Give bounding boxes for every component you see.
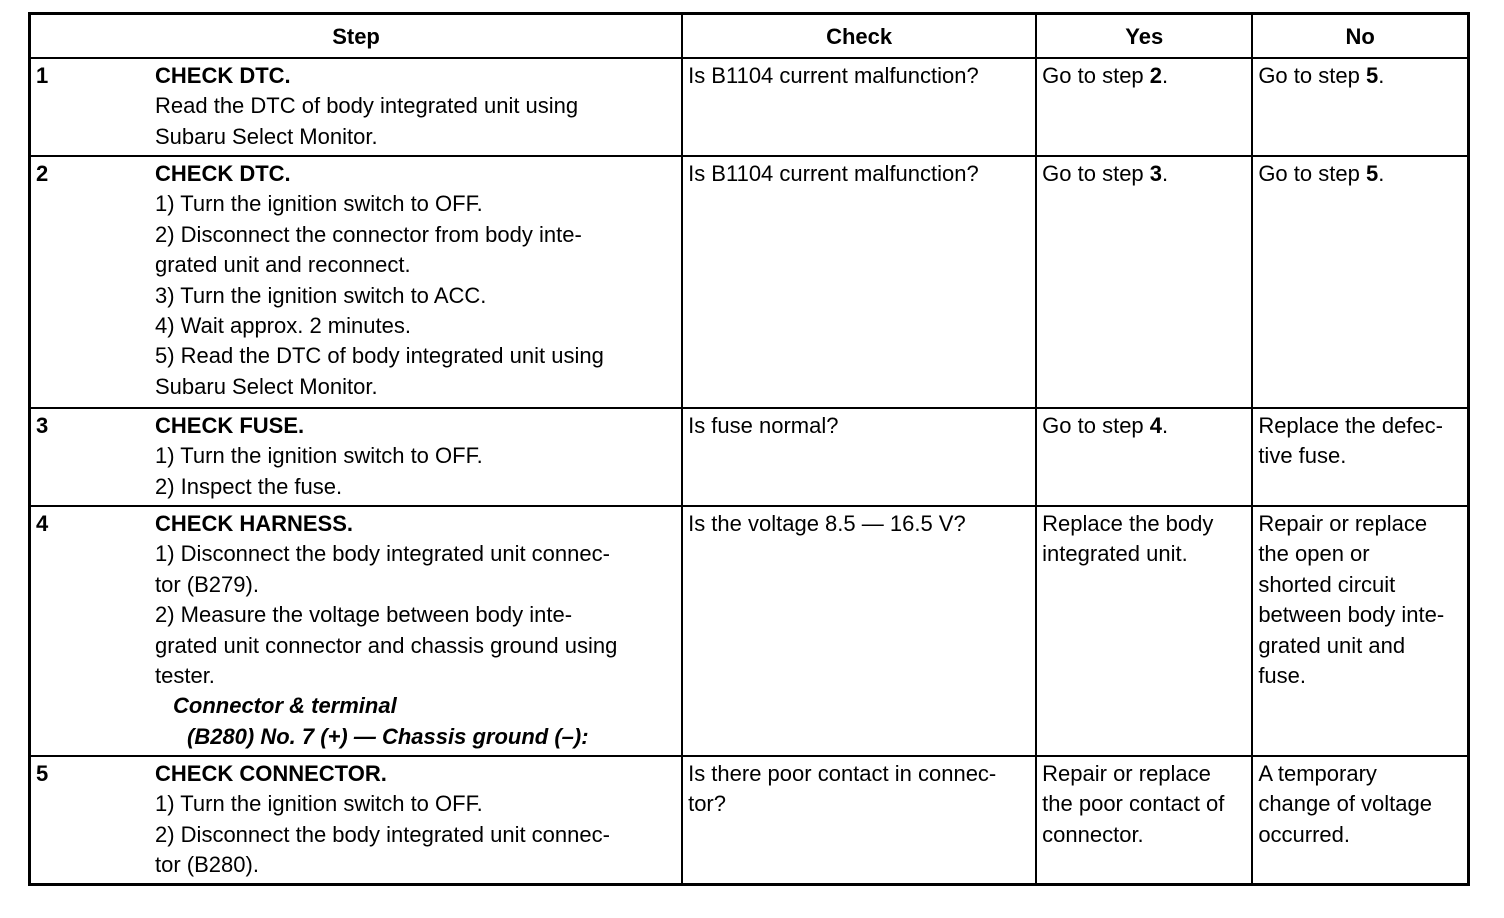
step-line: Subaru Select Monitor. [155,373,378,399]
diagnostic-table [28,12,1470,886]
table-row [30,506,1469,756]
step-cell [30,506,683,756]
no-text: shorted circuit [1258,571,1396,597]
yes-text: Repair or replace [1042,761,1211,786]
no-text: Replace the defec- [1258,413,1443,438]
check-text: Is B1104 current malfunction? [688,161,979,186]
table-row [30,156,1469,408]
step-line: 2) Disconnect the connector from body inte- [155,221,582,247]
step-line: 1) Turn the ignition switch to OFF. [155,191,483,217]
no-suffix: . [1378,161,1385,186]
yes-suffix: . [1162,63,1169,88]
check-text: Is there poor contact in connec- [688,761,997,786]
step-line: 2) Measure the voltage between body inte- [155,602,573,628]
step-line: 2) Disconnect the body integrated unit connec- [155,821,610,847]
step-title: CHECK DTC. [155,63,291,88]
no-text: Go to step [1258,63,1366,88]
step-cell [30,156,683,408]
step-cell [30,408,683,506]
step-line: tor (B279). [155,571,259,597]
header-row [30,14,1469,59]
yes-text: the poor contact of [1042,791,1225,817]
no-text: occurred. [1258,821,1351,847]
yes-text: Go to step [1042,413,1150,438]
header-step: Step [30,14,683,59]
step-number: 1 [36,63,49,88]
connector-terminal-detail: (B280) No. 7 (+) — Chassis ground (–): [187,723,589,749]
step-cell [30,756,683,885]
step-line: 1) Turn the ignition switch to OFF. [155,443,483,469]
yes-text: Go to step [1042,63,1150,88]
table-row [30,756,1469,885]
step-line: Subaru Select Monitor. [155,123,378,149]
yes-suffix: . [1162,413,1169,438]
no-text: change of voltage [1258,791,1433,817]
yes-cell [1036,756,1252,885]
step-number: 2 [36,161,49,186]
yes-cell [1036,408,1252,506]
yes-text: connector. [1042,821,1144,847]
no-cell [1252,506,1468,756]
header-no: No [1252,14,1468,59]
no-text: fuse. [1258,663,1307,689]
yes-step-link: 4 [1149,413,1163,438]
header-check: Check [682,14,1036,59]
check-text: tor? [688,791,726,817]
step-line: Read the DTC of body integrated unit using [155,93,579,119]
no-cell [1252,156,1468,408]
table-row [30,58,1469,156]
yes-step-link: 3 [1149,161,1163,186]
check-text: Is fuse normal? [688,413,839,438]
table-row [30,408,1469,506]
no-step-link: 5 [1365,161,1379,186]
step-title: CHECK FUSE. [155,413,305,438]
no-text: the open or [1258,541,1370,567]
no-cell [1252,756,1468,885]
step-number: 5 [36,761,49,786]
yes-text: integrated unit. [1042,541,1188,567]
check-cell [682,408,1036,506]
yes-suffix: . [1162,161,1169,186]
step-title: CHECK CONNECTOR. [155,761,387,786]
no-text: A temporary [1258,761,1377,786]
step-line: tor (B280). [155,852,259,878]
step-number: 3 [36,413,49,438]
yes-cell [1036,156,1252,408]
no-text: tive fuse. [1258,443,1347,469]
step-line: tester. [155,663,215,689]
step-line: 5) Read the DTC of body integrated unit using [155,343,604,369]
check-cell [682,58,1036,156]
yes-text: Go to step [1042,161,1150,186]
no-cell [1252,408,1468,506]
yes-cell [1036,58,1252,156]
no-step-link: 5 [1365,63,1379,88]
check-text: Is the voltage 8.5 — 16.5 V? [688,511,966,536]
step-line: 2) Inspect the fuse. [155,473,343,499]
step-title: CHECK HARNESS. [155,511,354,536]
step-line: 4) Wait approx. 2 minutes. [155,313,411,339]
check-cell [682,156,1036,408]
step-line: 3) Turn the ignition switch to ACC. [155,282,487,308]
no-text: grated unit and [1258,632,1406,658]
no-text: Go to step [1258,161,1366,186]
step-line: 1) Disconnect the body integrated unit connec- [155,541,610,567]
no-text: between body inte- [1258,602,1445,628]
yes-step-link: 2 [1149,63,1163,88]
step-cell [30,58,683,156]
step-title: CHECK DTC. [155,161,291,186]
step-line: 1) Turn the ignition switch to OFF. [155,791,483,817]
yes-text: Replace the body [1042,511,1214,536]
no-suffix: . [1378,63,1385,88]
no-text: Repair or replace [1258,511,1428,536]
check-text: Is B1104 current malfunction? [688,63,979,88]
check-cell [682,506,1036,756]
check-cell [682,756,1036,885]
connector-terminal-label: Connector & terminal [173,693,397,719]
yes-cell [1036,506,1252,756]
header-yes: Yes [1036,14,1252,59]
no-cell [1252,58,1468,156]
step-line: grated unit connector and chassis ground using [155,632,618,658]
step-number: 4 [36,511,49,536]
step-line: grated unit and reconnect. [155,252,411,278]
